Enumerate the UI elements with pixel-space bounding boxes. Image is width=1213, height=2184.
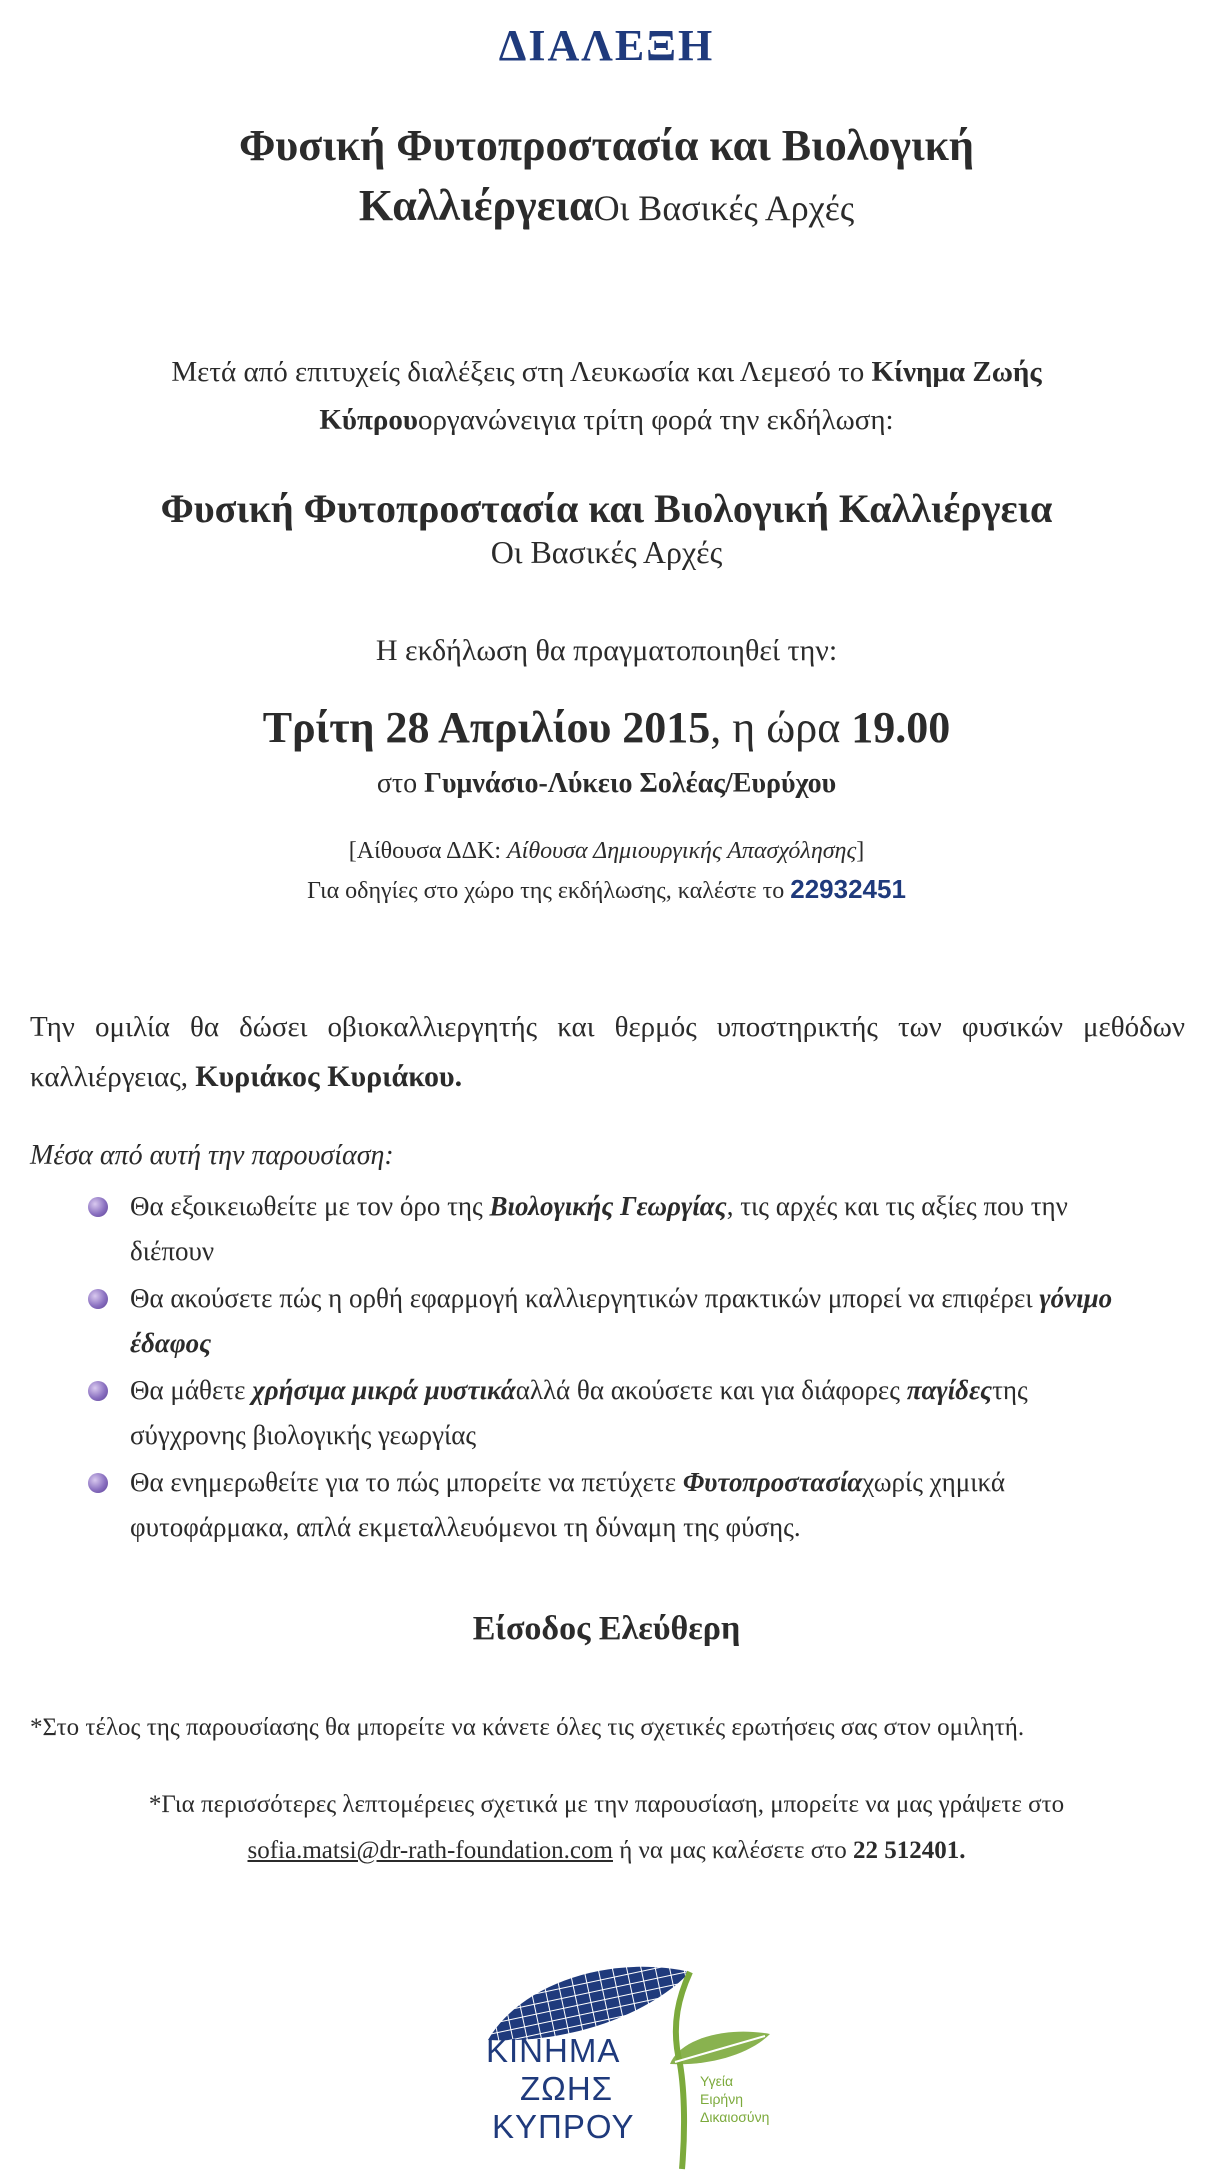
- list-item-text: Θα εξοικειωθείτε με τον όρο της: [130, 1191, 490, 1221]
- event-venue: [0, 768, 1213, 800]
- room-suffix: ]: [856, 838, 865, 864]
- free-entry-notice: Είσοδος Ελεύθερη: [472, 1610, 741, 1647]
- event-time-prefix: , η ώρα: [710, 703, 852, 752]
- contact-note-text: *Για περισσότερες λεπτομέρειες σχετικά με την παρουσίαση, μπορείτε να μας γράψετε στο: [148, 1791, 1065, 1818]
- venue-name: Γυμνάσιο-Λύκειο Σολέας/Ευρύχου: [424, 768, 837, 799]
- event-date: Τρίτη 28 Απριλίου 2015: [262, 703, 711, 752]
- list-item-emphasis: παγίδες: [906, 1375, 993, 1405]
- page-title: [0, 116, 1213, 238]
- logo-line-3: ΚΥΠΡΟΥ: [492, 2108, 635, 2145]
- directions-text: Για οδηγίες στο χώρο της εκδήλωσης, καλέστε το: [307, 878, 791, 904]
- list-item: [88, 1276, 1148, 1366]
- contact-note-line-2: [0, 1828, 1213, 1874]
- bullet-icon: [88, 1197, 108, 1217]
- slogan-justice: Δικαιοσύνη: [700, 2109, 770, 2125]
- list-item: [88, 1184, 1148, 1274]
- list-intro: Μέσα από αυτή την παρουσίαση:: [30, 1140, 394, 1171]
- event-title: Φυσική Φυτοπροστασία και Βιολογική Καλλιέργεια: [160, 486, 1053, 531]
- speaker-name: Κυριάκος Κυριάκου.: [195, 1060, 463, 1093]
- list-item-emphasis: χρήσιμα μικρά μυστικά: [252, 1375, 516, 1405]
- event-room: [0, 838, 1213, 865]
- bullet-icon: [88, 1473, 108, 1493]
- list-item-emphasis: γόνιμο έδαφος: [130, 1283, 1113, 1358]
- event-datetime: [0, 700, 1213, 756]
- contact-email-link[interactable]: sofia.matsi@dr-rath-foundation.com: [247, 1837, 613, 1864]
- event-time: 19.00: [851, 703, 951, 752]
- list-item: [88, 1460, 1148, 1550]
- speaker-text: Την ομιλία θα δώσει οβιοκαλλιεργητής και θερμός υποστηρικτής των φυσικών μεθόδων καλλιέργειας,: [30, 1011, 1185, 1093]
- list-item-emphasis: Φυτοπροστασία: [682, 1467, 863, 1497]
- logo-line-2: ΖΩΗΣ: [520, 2070, 614, 2107]
- slogan-health: Υγεία: [700, 2073, 734, 2089]
- intro-text-1: Μετά από επιτυχείς διαλέξεις στη Λευκωσία και Λεμεσό το: [171, 356, 872, 388]
- logo-line-1: ΚΙΝΗΜΑ: [486, 2032, 621, 2069]
- event-announce: Η εκδήλωση θα πραγματοποιηθεί την:: [375, 634, 838, 667]
- bullet-icon: [88, 1289, 108, 1309]
- document-header: ΔΙΑΛΕΞΗ: [498, 21, 715, 70]
- list-item: [88, 1368, 1148, 1458]
- title-line-1: Φυσική Φυτοπροστασία και Βιολογική: [238, 121, 975, 170]
- list-item-text: αλλά θα ακούσετε και για διάφορες: [515, 1375, 907, 1405]
- speaker-paragraph: [30, 1002, 1185, 1102]
- event-directions: [0, 874, 1213, 905]
- organization-logo: [480, 1954, 810, 2174]
- intro-line-1: [0, 348, 1213, 396]
- contact-phone: 22 512401.: [853, 1837, 966, 1864]
- bullet-icon: [88, 1381, 108, 1401]
- bullet-list: [88, 1184, 1148, 1552]
- title-line-2-rest: Οι Βασικές Αρχές: [593, 188, 855, 228]
- list-item-text: Θα ενημερωθείτε για το πώς μπορείτε να πετύχετε: [130, 1467, 683, 1497]
- event-subtitle: Οι Βασικές Αρχές: [490, 534, 723, 570]
- list-item-text: της σύγχρονης βιολογικής γεωργίας: [130, 1375, 1028, 1450]
- contact-note: [0, 1782, 1213, 1874]
- intro-paragraph: [0, 348, 1213, 444]
- intro-line-2: [0, 396, 1213, 444]
- list-item-text: χωρίς χημικά φυτοφάρμακα, απλά εκμεταλλευόμενοι τη δύναμη της φύσης.: [130, 1467, 1005, 1542]
- list-item-text: Θα ακούσετε πώς η ορθή εφαρμογή καλλιεργητικών πρακτικών μπορεί να επιφέρει: [130, 1283, 1040, 1313]
- slogan-peace: Ειρήνη: [700, 2091, 743, 2107]
- questions-note: *Στο τέλος της παρουσίασης θα μπορείτε να κάνετε όλες τις σχετικές ερωτήσεις σας στον ομιλητή.: [30, 1714, 1025, 1741]
- room-prefix: [Αίθουσα ΔΔΚ:: [348, 838, 508, 864]
- intro-text-2: οργανώνειγια τρίτη φορά την εκδήλωση:: [417, 404, 894, 436]
- contact-note-mid: ή να μας καλέσετε στο: [612, 1837, 853, 1864]
- venue-prefix: στο: [376, 768, 425, 799]
- organization-name-part2: Κύπρου: [319, 404, 418, 436]
- room-name: Αίθουσα Δημιουργικής Απασχόλησης: [507, 838, 857, 864]
- title-line-2: [0, 176, 1213, 238]
- list-item-text: , τις αρχές και τις αξίες που την διέπουν: [130, 1191, 1068, 1266]
- list-item-emphasis: Βιολογικής Γεωργίας: [489, 1191, 727, 1221]
- logo-slogan: [700, 2072, 769, 2126]
- directions-phone: 22932451: [790, 874, 906, 904]
- organization-name-part1: Κίνημα Ζωής: [871, 356, 1042, 388]
- list-item-text: Θα μάθετε: [130, 1375, 253, 1405]
- title-line-2-bold: Καλλιέργεια: [358, 181, 594, 230]
